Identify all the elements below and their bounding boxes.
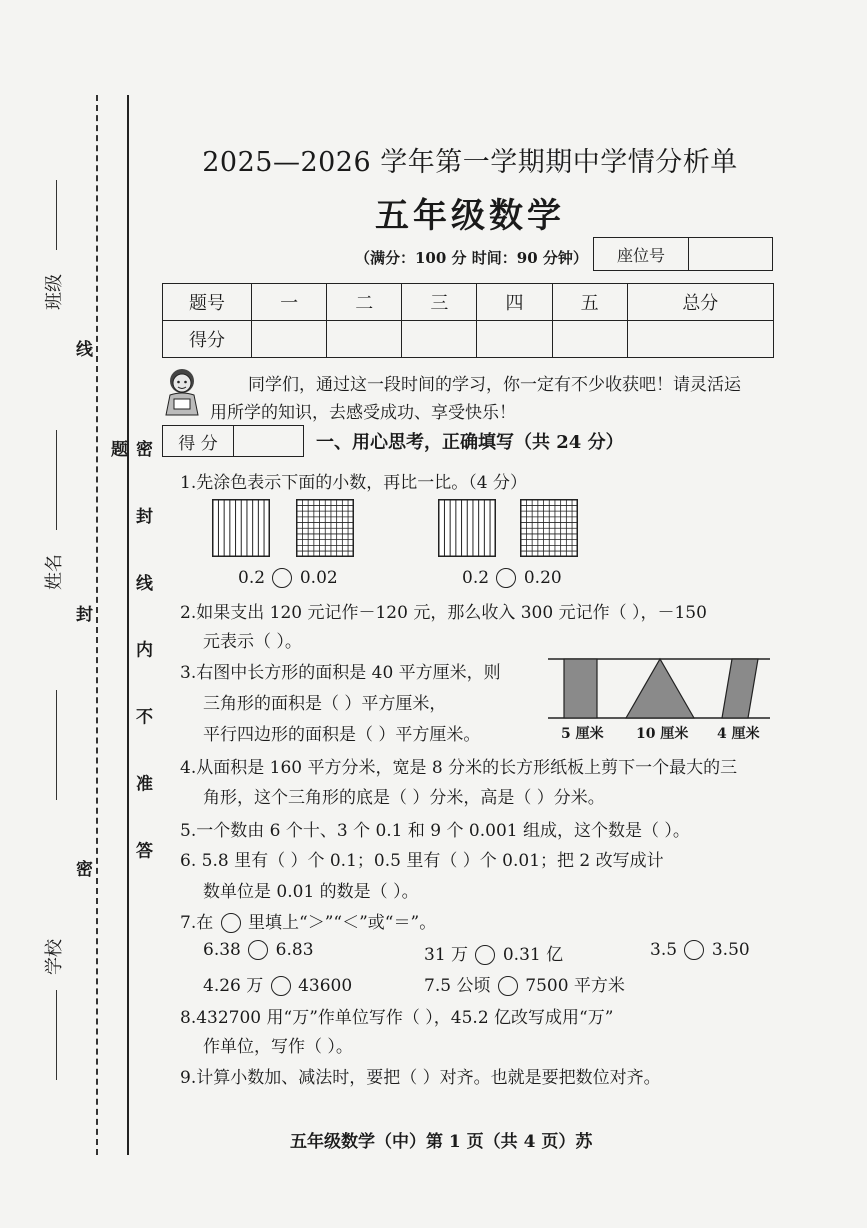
seal-char-2: 封 xyxy=(72,605,92,622)
figure-label-5cm: 5 厘米 xyxy=(561,726,604,742)
q7-a-right: 6.83 xyxy=(275,940,314,960)
field-label-name: 姓名 xyxy=(44,554,65,590)
field-line-class xyxy=(56,180,57,250)
field-line-school xyxy=(56,690,57,800)
q1-right-value-b: 0.20 xyxy=(523,568,562,588)
q7-item-a xyxy=(203,940,314,960)
question-2-line-2: 元表示（ ）。 xyxy=(203,632,302,652)
decimal-grid-hundredths-left[interactable] xyxy=(296,499,354,557)
field-line-name xyxy=(56,430,57,530)
q7-item-e xyxy=(424,971,625,996)
q1-right-compare-circle[interactable] xyxy=(496,568,516,588)
seat-number-box[interactable] xyxy=(593,237,773,271)
q7-item-d xyxy=(203,971,352,996)
parallelogram-shape xyxy=(722,659,758,718)
figure-label-4cm: 4 厘米 xyxy=(717,726,760,742)
question-8-line-1: 8.432700 用“万”作单位写作（ ），45.2 亿改写成用“万” xyxy=(180,1008,614,1028)
question-4-line-2: 角形，这个三角形的底是（ ）分米，高是（ ）分米。 xyxy=(203,788,605,808)
q7-intro-a: 7.在 xyxy=(180,913,214,933)
score-header-cell: 三 xyxy=(402,284,477,321)
section1-title: 一、用心思考，正确填写（共 24 分） xyxy=(316,432,624,453)
question-6-line-1: 6. 5.8 里有（ ）个 0.1；0.5 里有（ ）个 0.01；把 2 改写成计 xyxy=(180,851,664,871)
score-header-cell: 四 xyxy=(477,284,552,321)
question-3-line-3: 平行四边形的面积是（ ）平方厘米。 xyxy=(203,725,481,745)
figure-label-10cm: 10 厘米 xyxy=(636,726,689,742)
question-3-line-2: 三角形的面积是（ ）平方厘米， xyxy=(203,694,447,714)
q1-right-value-a: 0.2 xyxy=(462,568,490,588)
exam-meta: （满分：100 分 时间：90 分钟） xyxy=(355,249,588,267)
page-footer: 五年级数学（中）第 1 页（共 4 页）苏 xyxy=(290,1132,593,1152)
intro-line-1: 同学们，通过这一段时间的学习，你一定有不少收获吧！请灵活运 xyxy=(248,375,741,395)
q7-c-right: 3.50 xyxy=(711,940,750,960)
score-header-row xyxy=(163,284,774,321)
q7-e-right: 7500 平方米 xyxy=(525,976,625,996)
decimal-grid-tenths-right[interactable] xyxy=(438,499,496,557)
q7-b-left: 31 万 xyxy=(424,945,469,965)
q1-compare-right xyxy=(462,568,562,588)
q7-e-circle[interactable] xyxy=(498,976,518,996)
score-cell[interactable] xyxy=(252,321,327,358)
q7-b-right: 0.31 亿 xyxy=(502,945,564,965)
score-cell[interactable] xyxy=(402,321,477,358)
q7-b-circle[interactable] xyxy=(475,945,495,965)
q7-a-left: 6.38 xyxy=(203,940,241,960)
question-8-line-2: 作单位，写作（ ）。 xyxy=(203,1037,353,1057)
score-table xyxy=(162,283,774,358)
q7-item-b xyxy=(424,940,563,965)
q7-a-circle[interactable] xyxy=(248,940,268,960)
score-cell[interactable] xyxy=(477,321,552,358)
question-6-line-2: 数单位是 0.01 的数是（ ）。 xyxy=(203,882,419,902)
exam-subtitle: 五年级数学 xyxy=(375,196,565,236)
question-7-intro xyxy=(180,908,436,933)
field-line-extra xyxy=(56,990,57,1080)
score-row-label: 得分 xyxy=(163,321,252,358)
q7-d-circle[interactable] xyxy=(271,976,291,996)
exam-title: 2025—2026 学年第一学期期中学情分析单 xyxy=(202,147,738,178)
q7-item-c xyxy=(650,940,750,960)
field-label-school: 学校 xyxy=(44,939,65,975)
triangle-shape xyxy=(626,659,694,718)
seat-number-label: 座位号 xyxy=(594,238,689,270)
score-cell[interactable] xyxy=(627,321,773,358)
score-cell[interactable] xyxy=(552,321,627,358)
score-header-cell: 总分 xyxy=(627,284,773,321)
q7-d-left: 4.26 万 xyxy=(203,976,264,996)
seal-char-1: 密 xyxy=(72,860,92,877)
q7-e-left: 7.5 公顷 xyxy=(424,976,491,996)
q7-c-left: 3.5 xyxy=(650,940,678,960)
q1-left-value-b: 0.02 xyxy=(299,568,338,588)
area-figure-diagram xyxy=(548,656,770,724)
question-1: 1.先涂色表示下面的小数，再比一比。（4 分） xyxy=(180,473,527,493)
section1-score-field[interactable] xyxy=(234,426,303,456)
score-header-cell: 五 xyxy=(552,284,627,321)
binding-notice: 密 封 线 内 不 准 答 题 xyxy=(107,440,152,881)
decimal-grid-tenths-left[interactable] xyxy=(212,499,270,557)
girl-mascot-icon xyxy=(160,365,204,417)
dashed-binding-line xyxy=(96,95,98,1155)
score-header-cell: 一 xyxy=(252,284,327,321)
q7-d-right: 43600 xyxy=(298,976,353,996)
q7-intro-b: 里填上“＞”“＜”或“＝”。 xyxy=(248,913,437,933)
score-header-cell: 二 xyxy=(327,284,402,321)
intro-line-2: 用所学的知识，去感受成功、享受快乐！ xyxy=(210,403,516,423)
question-4-line-1: 4.从面积是 160 平方分米，宽是 8 分米的长方形纸板上剪下一个最大的三 xyxy=(180,758,738,778)
section1-score-label: 得 分 xyxy=(163,426,234,456)
question-3-line-1: 3.右图中长方形的面积是 40 平方厘米，则 xyxy=(180,663,501,683)
q1-left-compare-circle[interactable] xyxy=(272,568,292,588)
seat-number-field[interactable] xyxy=(689,238,772,270)
question-9: 9.计算小数加、减法时，要把（ ）对齐。也就是要把数位对齐。 xyxy=(180,1068,661,1088)
q1-left-value-a: 0.2 xyxy=(238,568,266,588)
q1-compare-left xyxy=(238,568,338,588)
question-2-line-1: 2.如果支出 120 元记作－120 元，那么收入 300 元记作（ ），－150 xyxy=(180,603,707,623)
section1-score-box[interactable] xyxy=(162,425,304,457)
rectangle-shape xyxy=(564,659,597,718)
seal-char-3: 线 xyxy=(72,340,92,357)
field-label-class: 班级 xyxy=(44,274,65,310)
score-value-row xyxy=(163,321,774,358)
decimal-grid-hundredths-right[interactable] xyxy=(520,499,578,557)
score-cell[interactable] xyxy=(327,321,402,358)
score-header-cell: 题号 xyxy=(163,284,252,321)
question-5: 5.一个数由 6 个十、3 个 0.1 和 9 个 0.001 组成，这个数是（ ）。 xyxy=(180,821,690,841)
q7-example-circle xyxy=(221,913,241,933)
q7-c-circle[interactable] xyxy=(684,940,704,960)
